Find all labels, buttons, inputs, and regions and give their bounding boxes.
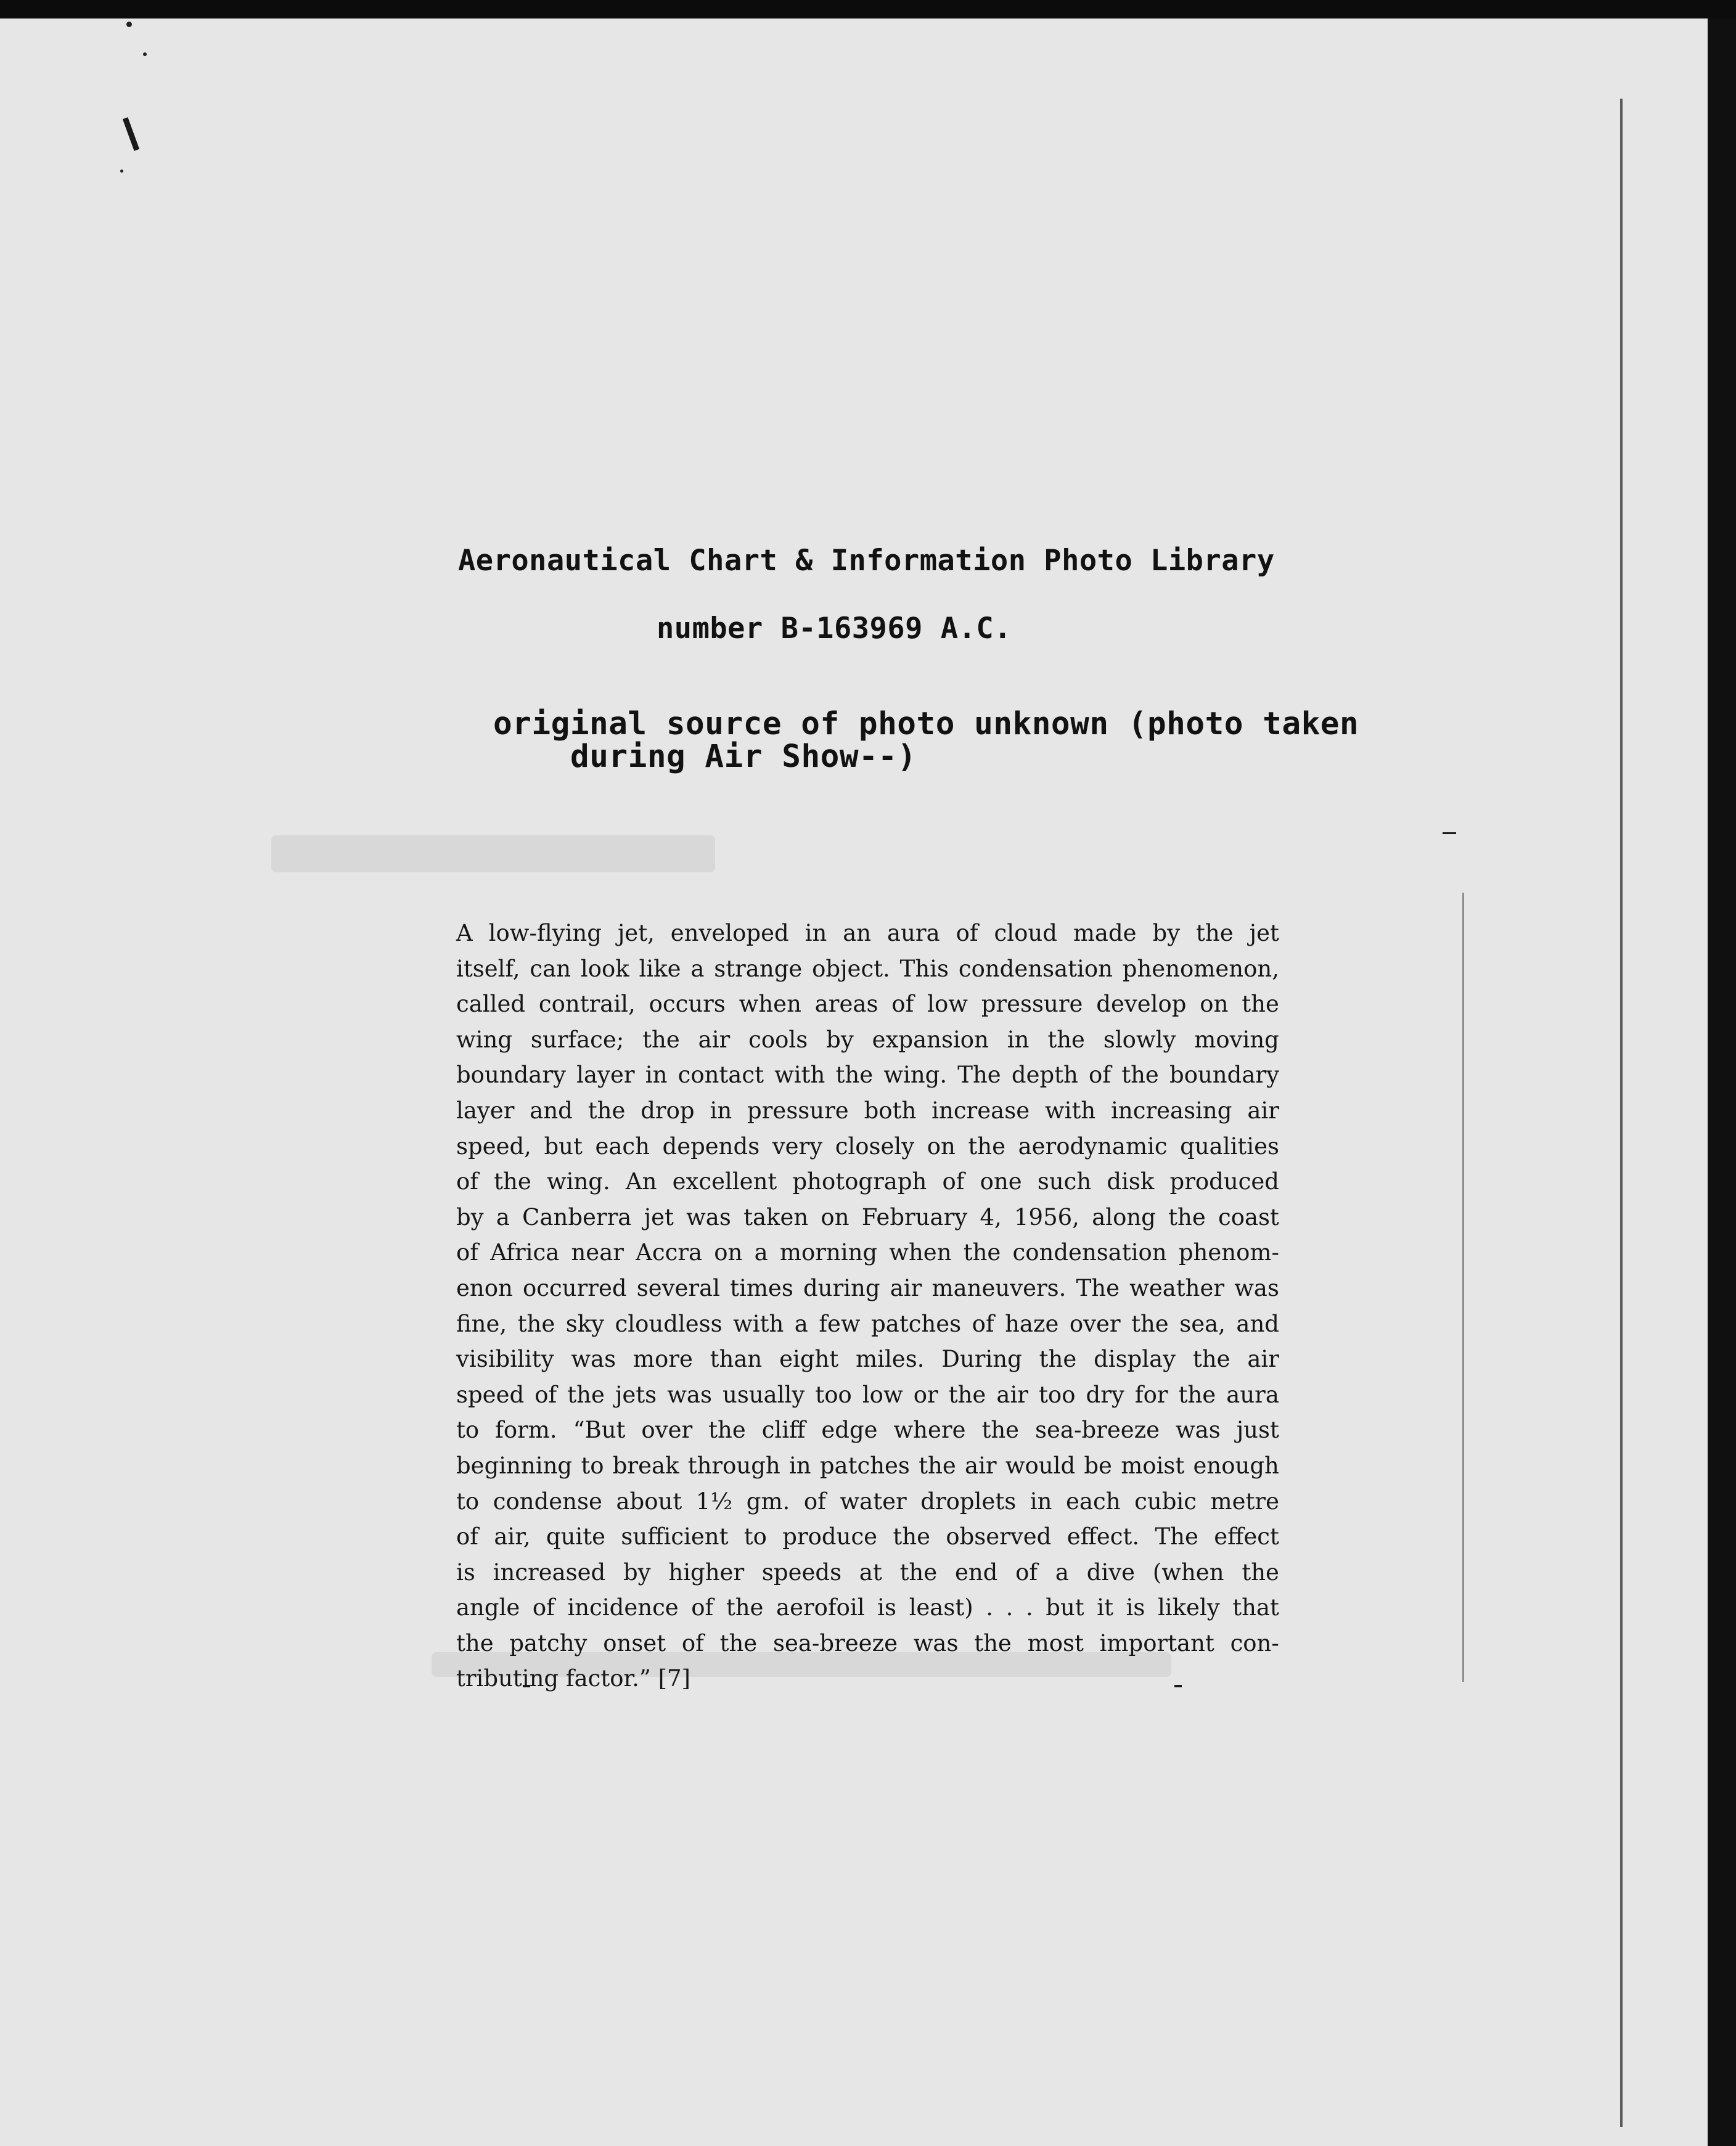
- excerpt-line: of Africa near Accra on a morning when the condensation phenom-: [456, 1239, 1279, 1266]
- clipping-edge-line: [1462, 893, 1464, 1682]
- library-title: Aeronautical Chart & Information Photo Library: [458, 544, 1275, 578]
- scan-tick-mark: [123, 117, 139, 151]
- excerpt-line: the patchy onset of the sea-breeze was the most important con-: [456, 1629, 1279, 1657]
- scan-speck: [143, 52, 147, 56]
- excerpt-line: called contrail, occurs when areas of low pressure develop on the: [456, 991, 1279, 1018]
- excerpt-line: itself, can look like a strange object. This condensation phenomenon,: [456, 955, 1279, 982]
- excerpt-line: layer and the drop in pressure both increase with increasing air: [456, 1097, 1279, 1124]
- photo-number: number B-163969 A.C.: [657, 612, 1012, 645]
- excerpt-line: is increased by higher speeds at the end of a dive (when the: [456, 1558, 1279, 1586]
- excerpt-line: beginning to break through in patches the air would be moist enough: [456, 1452, 1279, 1479]
- excerpt-line: tributing factor.” [7]: [456, 1665, 690, 1692]
- excerpt-line: visibility was more than eight miles. During the display the air: [456, 1346, 1279, 1373]
- excerpt-line: fine, the sky cloudless with a few patches of haze over the sea, and: [456, 1310, 1279, 1337]
- excerpt-line: to form. “But over the cliff edge where the sea-breeze was just: [456, 1417, 1279, 1444]
- excerpt-line: of air, quite sufficient to produce the observed effect. The effect: [456, 1523, 1279, 1550]
- excerpt-line: to condense about 1½ gm. of water droplets in each cubic metre: [456, 1488, 1279, 1515]
- excerpt-line: angle of incidence of the aerofoil is least) . . . but it is likely that: [456, 1594, 1279, 1621]
- excerpt-line: boundary layer in contact with the wing. The depth of the boundary: [456, 1062, 1279, 1089]
- excerpt-line: by a Canberra jet was taken on February 4, 1956, along the coast: [456, 1203, 1279, 1231]
- excerpt-line: A low-flying jet, enveloped in an aura of cloud made by the jet: [456, 920, 1279, 946]
- excerpt-line: wing surface; the air cools by expansion in the slowly moving: [456, 1026, 1279, 1053]
- page-edge-line: [1620, 99, 1623, 2127]
- film-top-band: [0, 0, 1736, 21]
- excerpt-line: speed, but each depends very closely on the aerodynamic qualities: [456, 1132, 1279, 1160]
- book-excerpt: [456, 915, 1279, 1697]
- scan-speck: [120, 170, 123, 173]
- source-note-line: original source of photo unknown (photo taken: [493, 706, 1359, 742]
- film-right-edge: [1708, 18, 1736, 2146]
- excerpt-line: speed of the jets was usually too low or the air too dry for the aura: [456, 1381, 1279, 1408]
- scan-tick-mark: [1443, 832, 1456, 834]
- scan-smudge: [271, 835, 715, 872]
- excerpt-line: of the wing. An excellent photograph of one such disk produced: [456, 1168, 1279, 1195]
- source-note-line: during Air Show--): [570, 739, 917, 775]
- scan-speck: [126, 22, 132, 27]
- excerpt-line: enon occurred several times during air maneuvers. The weather was: [456, 1274, 1279, 1301]
- scanned-page: [0, 18, 1708, 2146]
